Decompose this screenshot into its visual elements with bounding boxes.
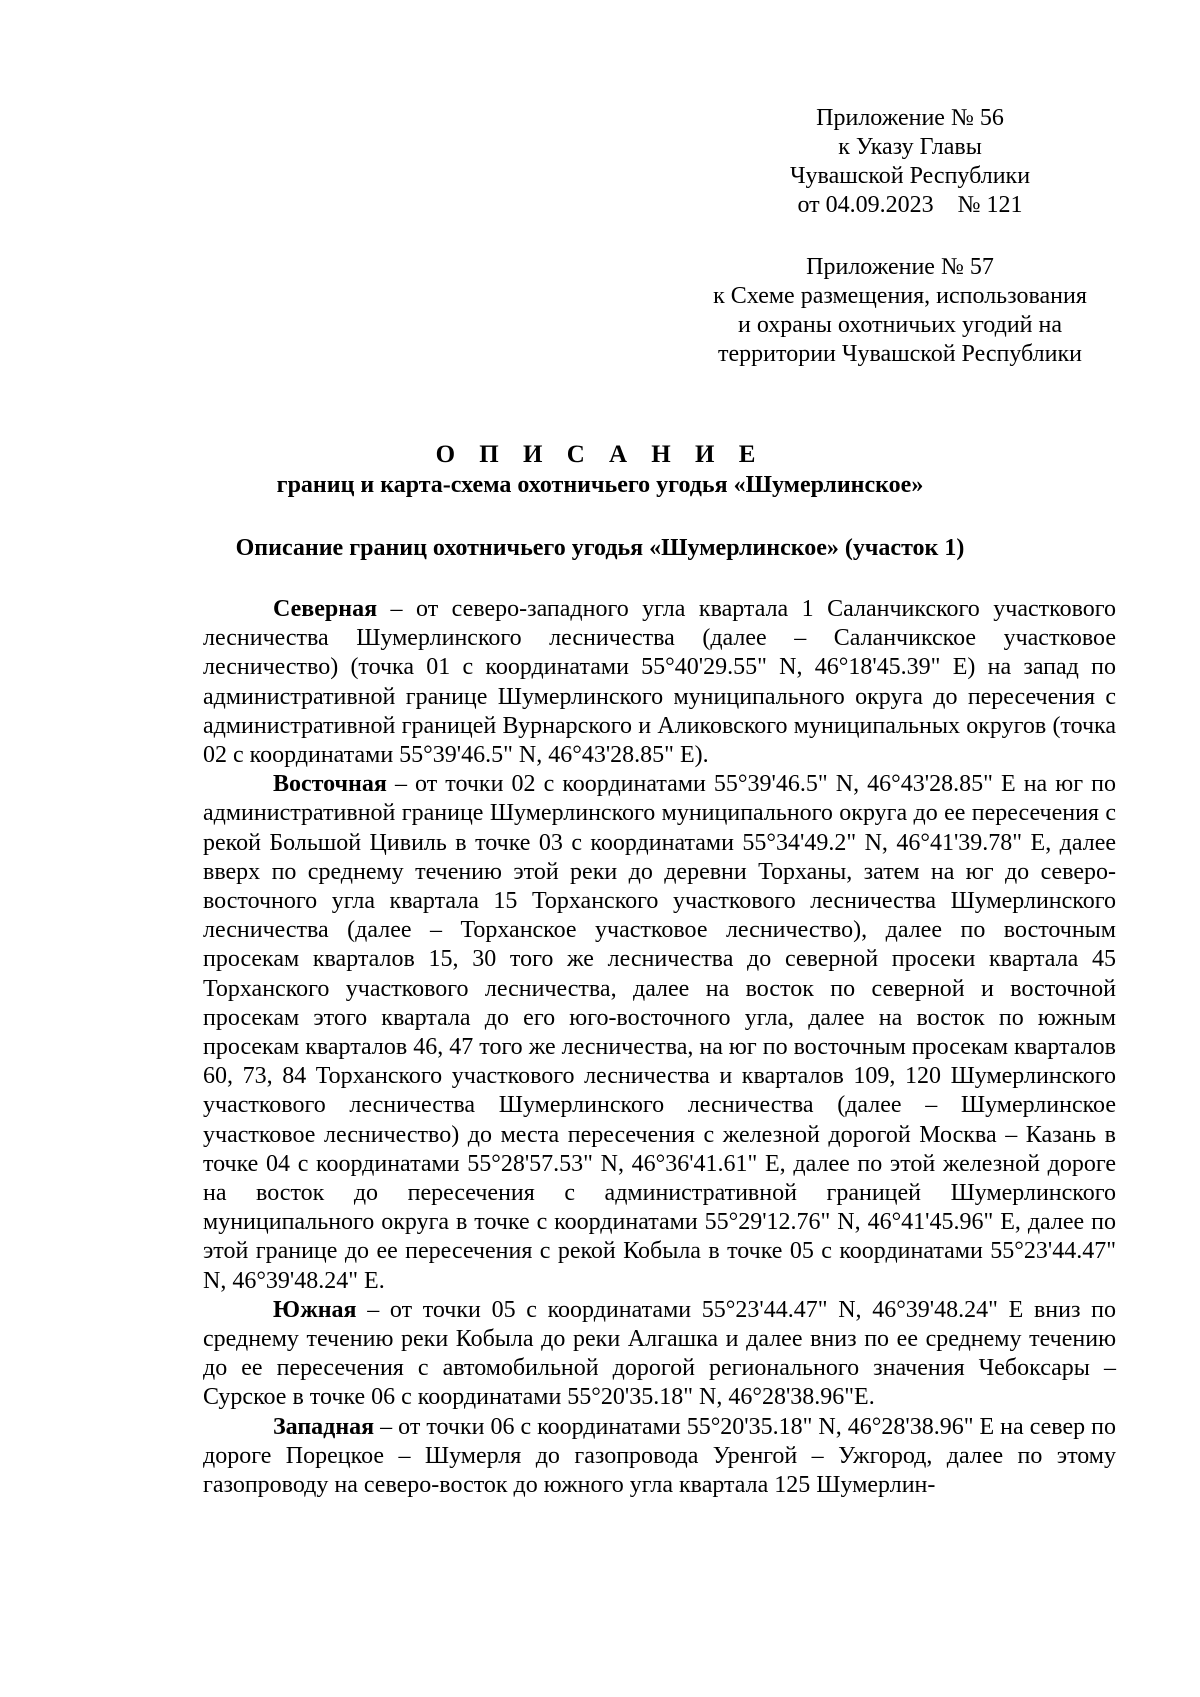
boundary-description: [203, 595, 1116, 1500]
document-title: О П И С А Н И Е: [435, 441, 765, 468]
section-title: Описание границ охотничьего угодья «Шумерлинское» (участок 1): [235, 535, 965, 561]
appendix-line: Приложение № 56: [816, 105, 1004, 131]
paragraph-south: [203, 1296, 1116, 1413]
appendix-56-header: [700, 104, 1120, 220]
appendix-line: территории Чувашской Республики: [718, 341, 1082, 367]
paragraph-west: [203, 1413, 1116, 1501]
paragraph-east: [203, 770, 1116, 1296]
appendix-57-header: [660, 253, 1140, 369]
appendix-line: и охраны охотничьих угодий на: [737, 312, 1063, 338]
appendix-line: к Схеме размещения, использования: [713, 283, 1087, 309]
paragraph-north: [203, 595, 1116, 770]
appendix-line: от 04.09.2023 № 121: [797, 192, 1023, 218]
document-subtitle: границ и карта-схема охотничьего угодья «Шумерлинское»: [276, 472, 924, 498]
direction-label: Западная: [273, 1413, 375, 1440]
direction-label: Северная: [273, 596, 378, 622]
paragraph-text: – от точки 06 с координатами 55°20'35.18" N, 46°28'38.96" E на север по дороге Порецкое – Шумерля до газопровода Уренгой – Ужгород, далее по этому газопроводу на северо-восток до южного угла квартала 125 Шумерлин-: [203, 1413, 1116, 1499]
appendix-line: Чувашской Республики: [789, 163, 1031, 189]
paragraph-text: – от точки 05 с координатами 55°23'44.47" N, 46°39'48.24" E вниз по среднему течению реки Кобыла до реки Алгашка и далее вниз по ее среднему течению до ее пересечения с автомобильной дорогой регионального значения Чебоксары – Сурское в точке 06 с координатами 55°20'35.18" N, 46°28'38.96"E.: [203, 1296, 1116, 1411]
paragraph-text: – от точки 02 с координатами 55°39'46.5" N, 46°43'28.85" E на юг по административной границе Шумерлинского муниципального округа до ее пересечения с рекой Большой Цивиль в точке 03 с координатами 55°34'49.2" N, 46°41'39.78" E, далее вверх по среднему течению этой реки до деревни Торханы, затем на юг до северо-восточного угла квартала 15 Торханского участкового лесничества Шумерлинского лесничества (далее – Торханское участковое лесничество), далее по восточным просекам кварталов 15, 30 того же лесничества до северной просеки квартала 45 Торханского участкового лесничества, далее на восток по северной и восточной просекам этого квартала до его юго-восточного угла, далее на восток по южным просекам кварталов 46, 47 того же лесничества, на юг по восточным просекам кварталов 60, 73, 84 Торханского участкового лесничества и кварталов 109, 120 Шумерлинского участкового лесничества Шумерлинского лесничества (далее – Шумерлинское участковое лесничество) до места пересечения с железной дорогой Москва – Казань в точке 04 с координатами 55°28'57.53" N, 46°36'41.61" E, далее по этой железной дороге на восток до пересечения с административной границей Шумерлинского муниципального округа в точке с координатами 55°29'12.76" N, 46°41'45.96" E, далее по этой границе до ее пересечения с рекой Кобыла в точке 05 с координатами 55°23'44.47" N, 46°39'48.24" E.: [203, 771, 1116, 1294]
direction-label: Восточная: [273, 771, 387, 798]
paragraph-text: – от северо-западного угла квартала 1 Саланчикского участкового лесничества Шумерлинского лесничества (далее – Саланчикское участковое лесничество) (точка 01 с координатами 55°40'29.55" N, 46°18'45.39" E) на запад по административной границе Шумерлинского муниципального округа до пересечения с административной границей Вурнарского и Аликовского муниципальных округов (точка 02 с координатами 55°39'46.5" N, 46°43'28.85" E).: [203, 596, 1116, 769]
appendix-line: Приложение № 57: [806, 254, 994, 280]
appendix-line: к Указу Главы: [838, 134, 982, 160]
direction-label: Южная: [273, 1296, 357, 1323]
